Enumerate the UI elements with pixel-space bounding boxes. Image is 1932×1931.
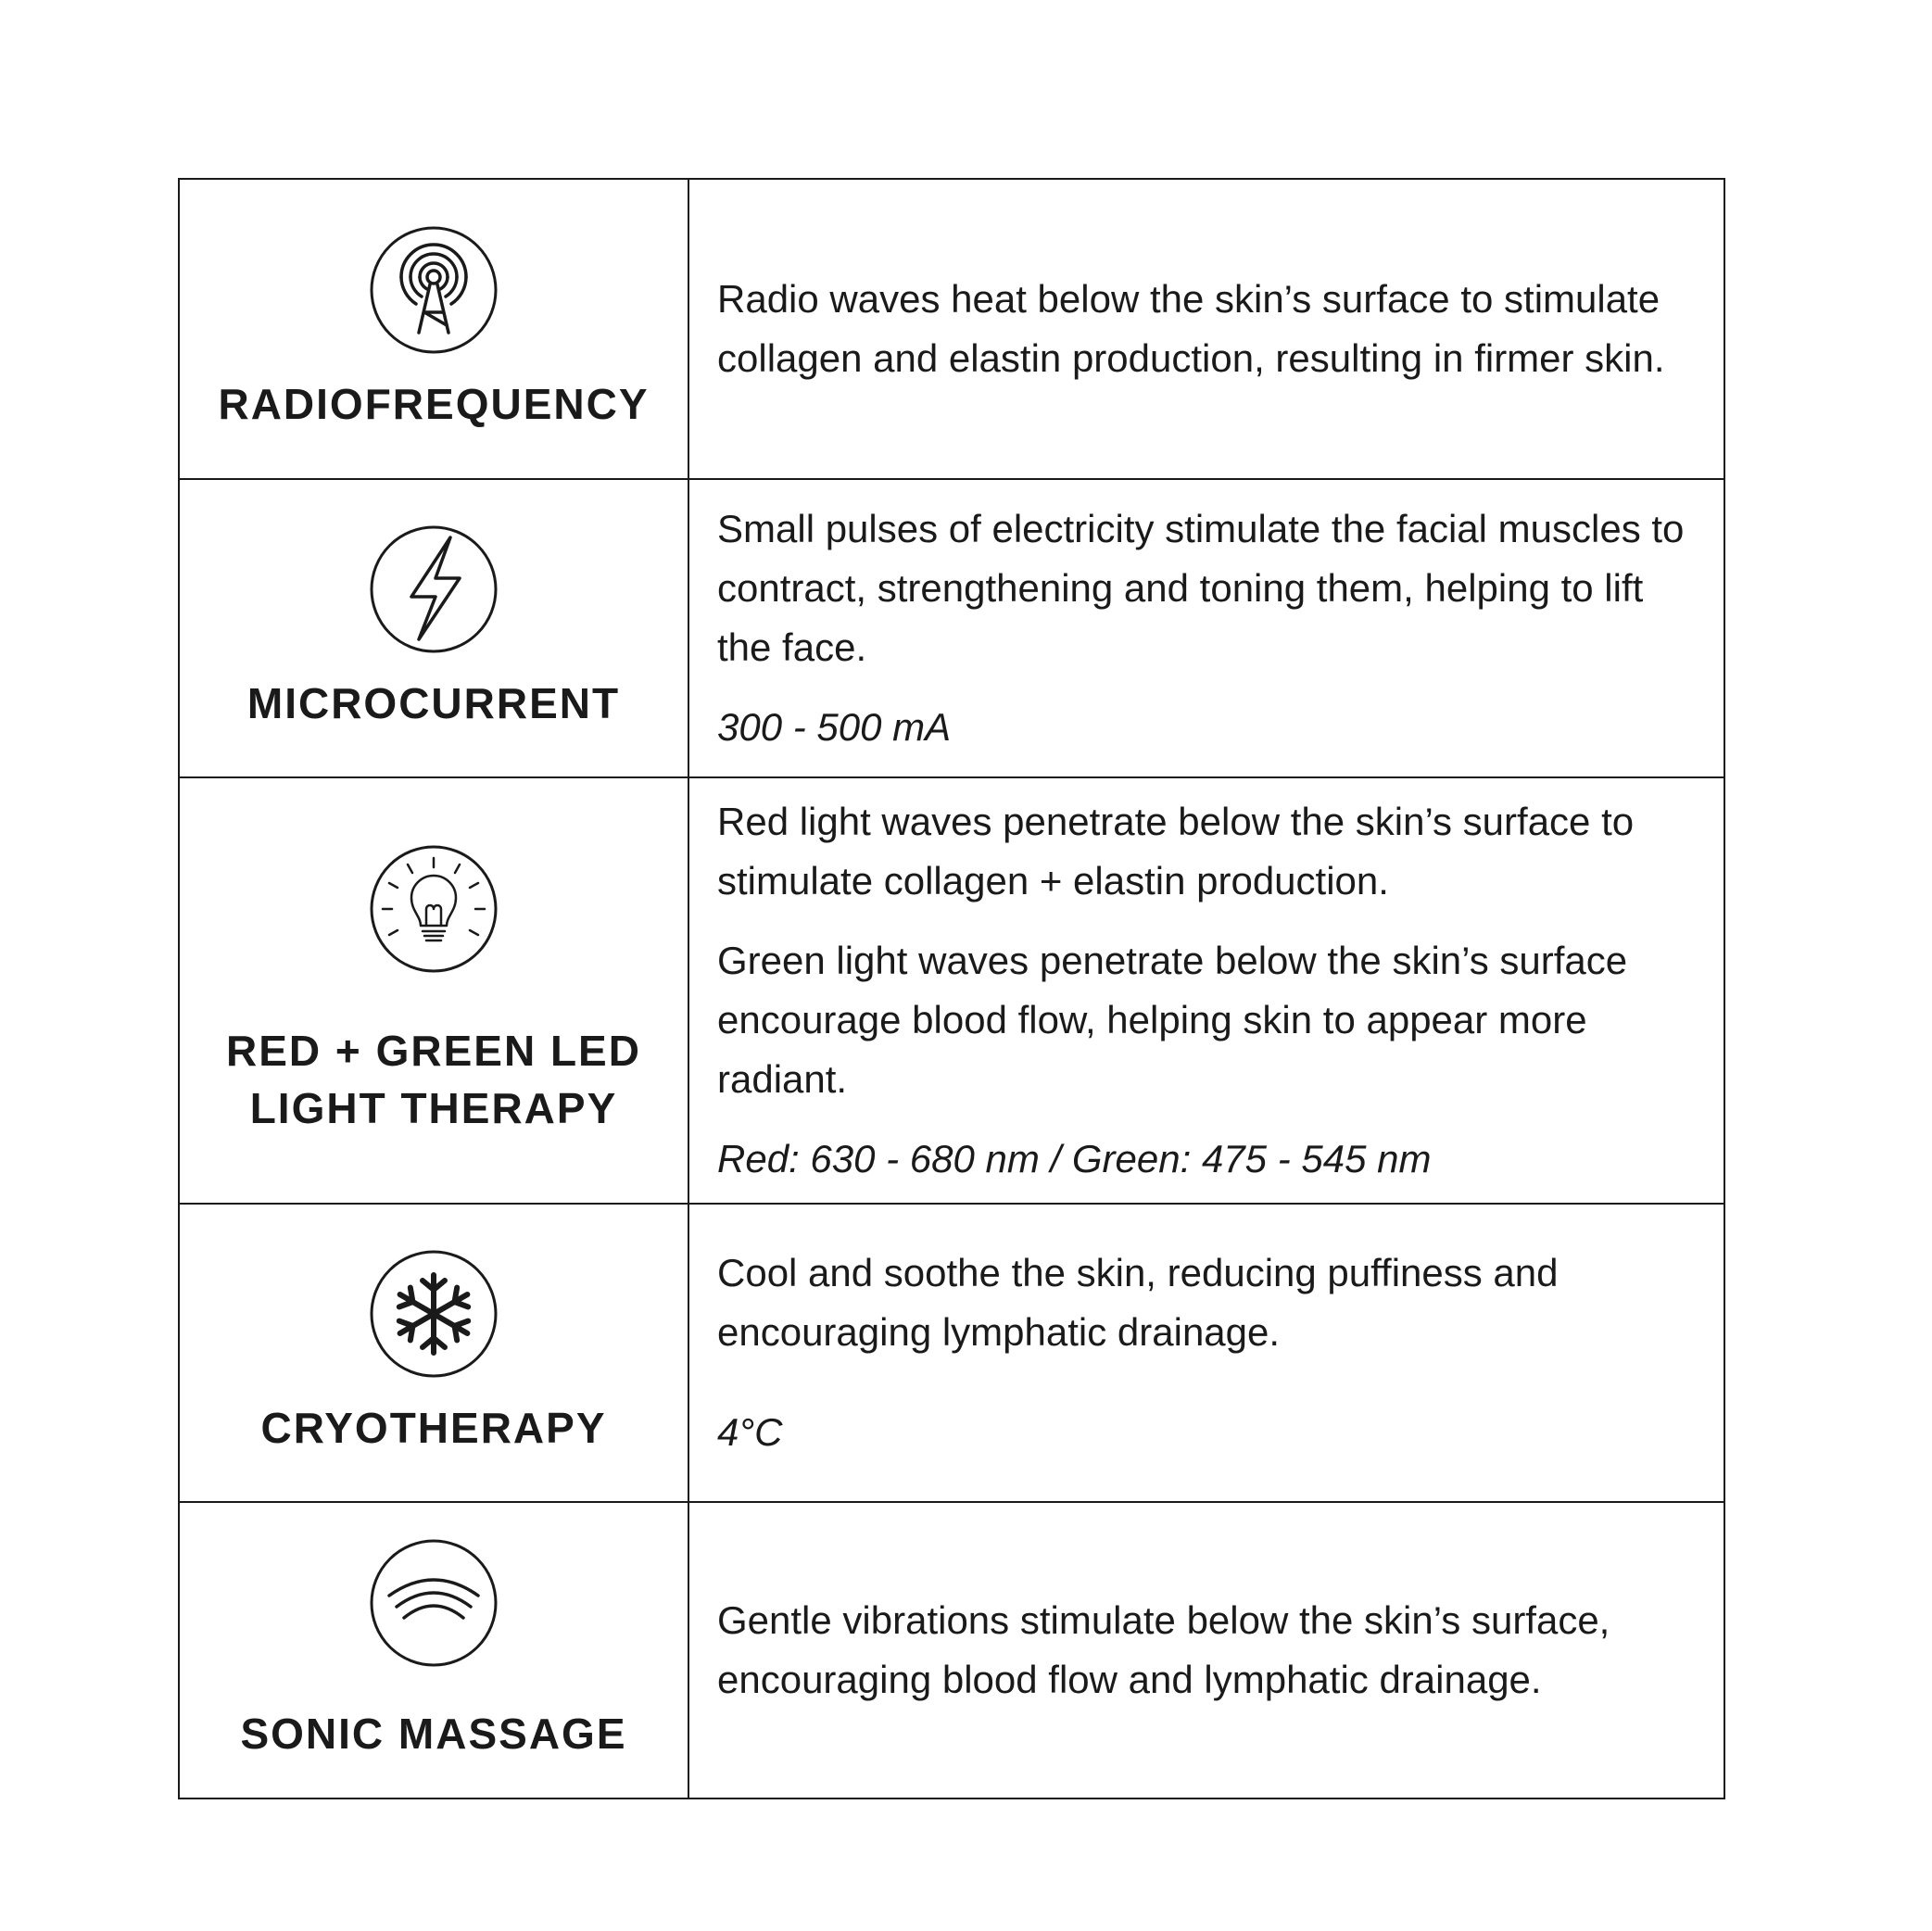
feature-label: CRYOTHERAPY (260, 1404, 607, 1452)
feature-label: RED + GREEN LED LIGHT THERAPY (226, 1027, 641, 1132)
feature-description: Cool and soothe the skin, reducing puffiness and encouraging lymphatic drainage. (717, 1251, 1559, 1354)
feature-description-cell (689, 778, 1724, 1203)
feature-name-cell (180, 180, 689, 478)
feature-description-cell (689, 1503, 1724, 1798)
feature-spec: 4°C (717, 1410, 783, 1454)
feature-label: MICROCURRENT (246, 679, 621, 727)
feature-description-cell (689, 180, 1724, 478)
table-row-led-light-therapy (180, 776, 1724, 1203)
feature-description-cell (689, 1205, 1724, 1501)
feature-name-cell (180, 778, 689, 1203)
feature-name-cell (180, 1503, 689, 1798)
feature-description: Radio waves heat below the skin’s surface to stimulate collagen and elastin production, resulting in firmer skin. (717, 277, 1665, 380)
light-bulb-icon (369, 844, 499, 974)
table-row-cryotherapy (180, 1203, 1724, 1501)
snowflake-icon (369, 1249, 499, 1379)
feature-label: RADIOFREQUENCY (218, 380, 650, 428)
feature-spec: 300 - 500 mA (717, 705, 952, 749)
feature-spec: Red: 630 - 680 nm / Green: 475 - 545 nm (717, 1137, 1432, 1180)
table-row-microcurrent (180, 478, 1724, 776)
feature-description: Small pulses of electricity stimulate the facial muscles to contract, strengthening and toning them, helping to lift the face. (717, 507, 1685, 669)
feature-label: SONIC MASSAGE (240, 1710, 627, 1758)
lightning-bolt-icon (369, 524, 499, 654)
feature-description-cell (689, 480, 1724, 776)
sound-waves-icon (369, 1538, 499, 1668)
feature-name-cell (180, 480, 689, 776)
table-row-radiofrequency (180, 180, 1724, 478)
radio-tower-icon (369, 225, 499, 355)
feature-description: Green light waves penetrate below the skin’s surface encourage blood flow, helping skin to appear more radiant. (717, 939, 1628, 1101)
features-table (178, 178, 1725, 1799)
feature-name-cell (180, 1205, 689, 1501)
table-row-sonic-massage (180, 1501, 1724, 1798)
feature-description: Red light waves penetrate below the skin’s surface to stimulate collagen + elastin production. (717, 800, 1635, 902)
feature-description: Gentle vibrations stimulate below the skin’s surface, encouraging blood flow and lymphatic drainage. (717, 1598, 1610, 1701)
